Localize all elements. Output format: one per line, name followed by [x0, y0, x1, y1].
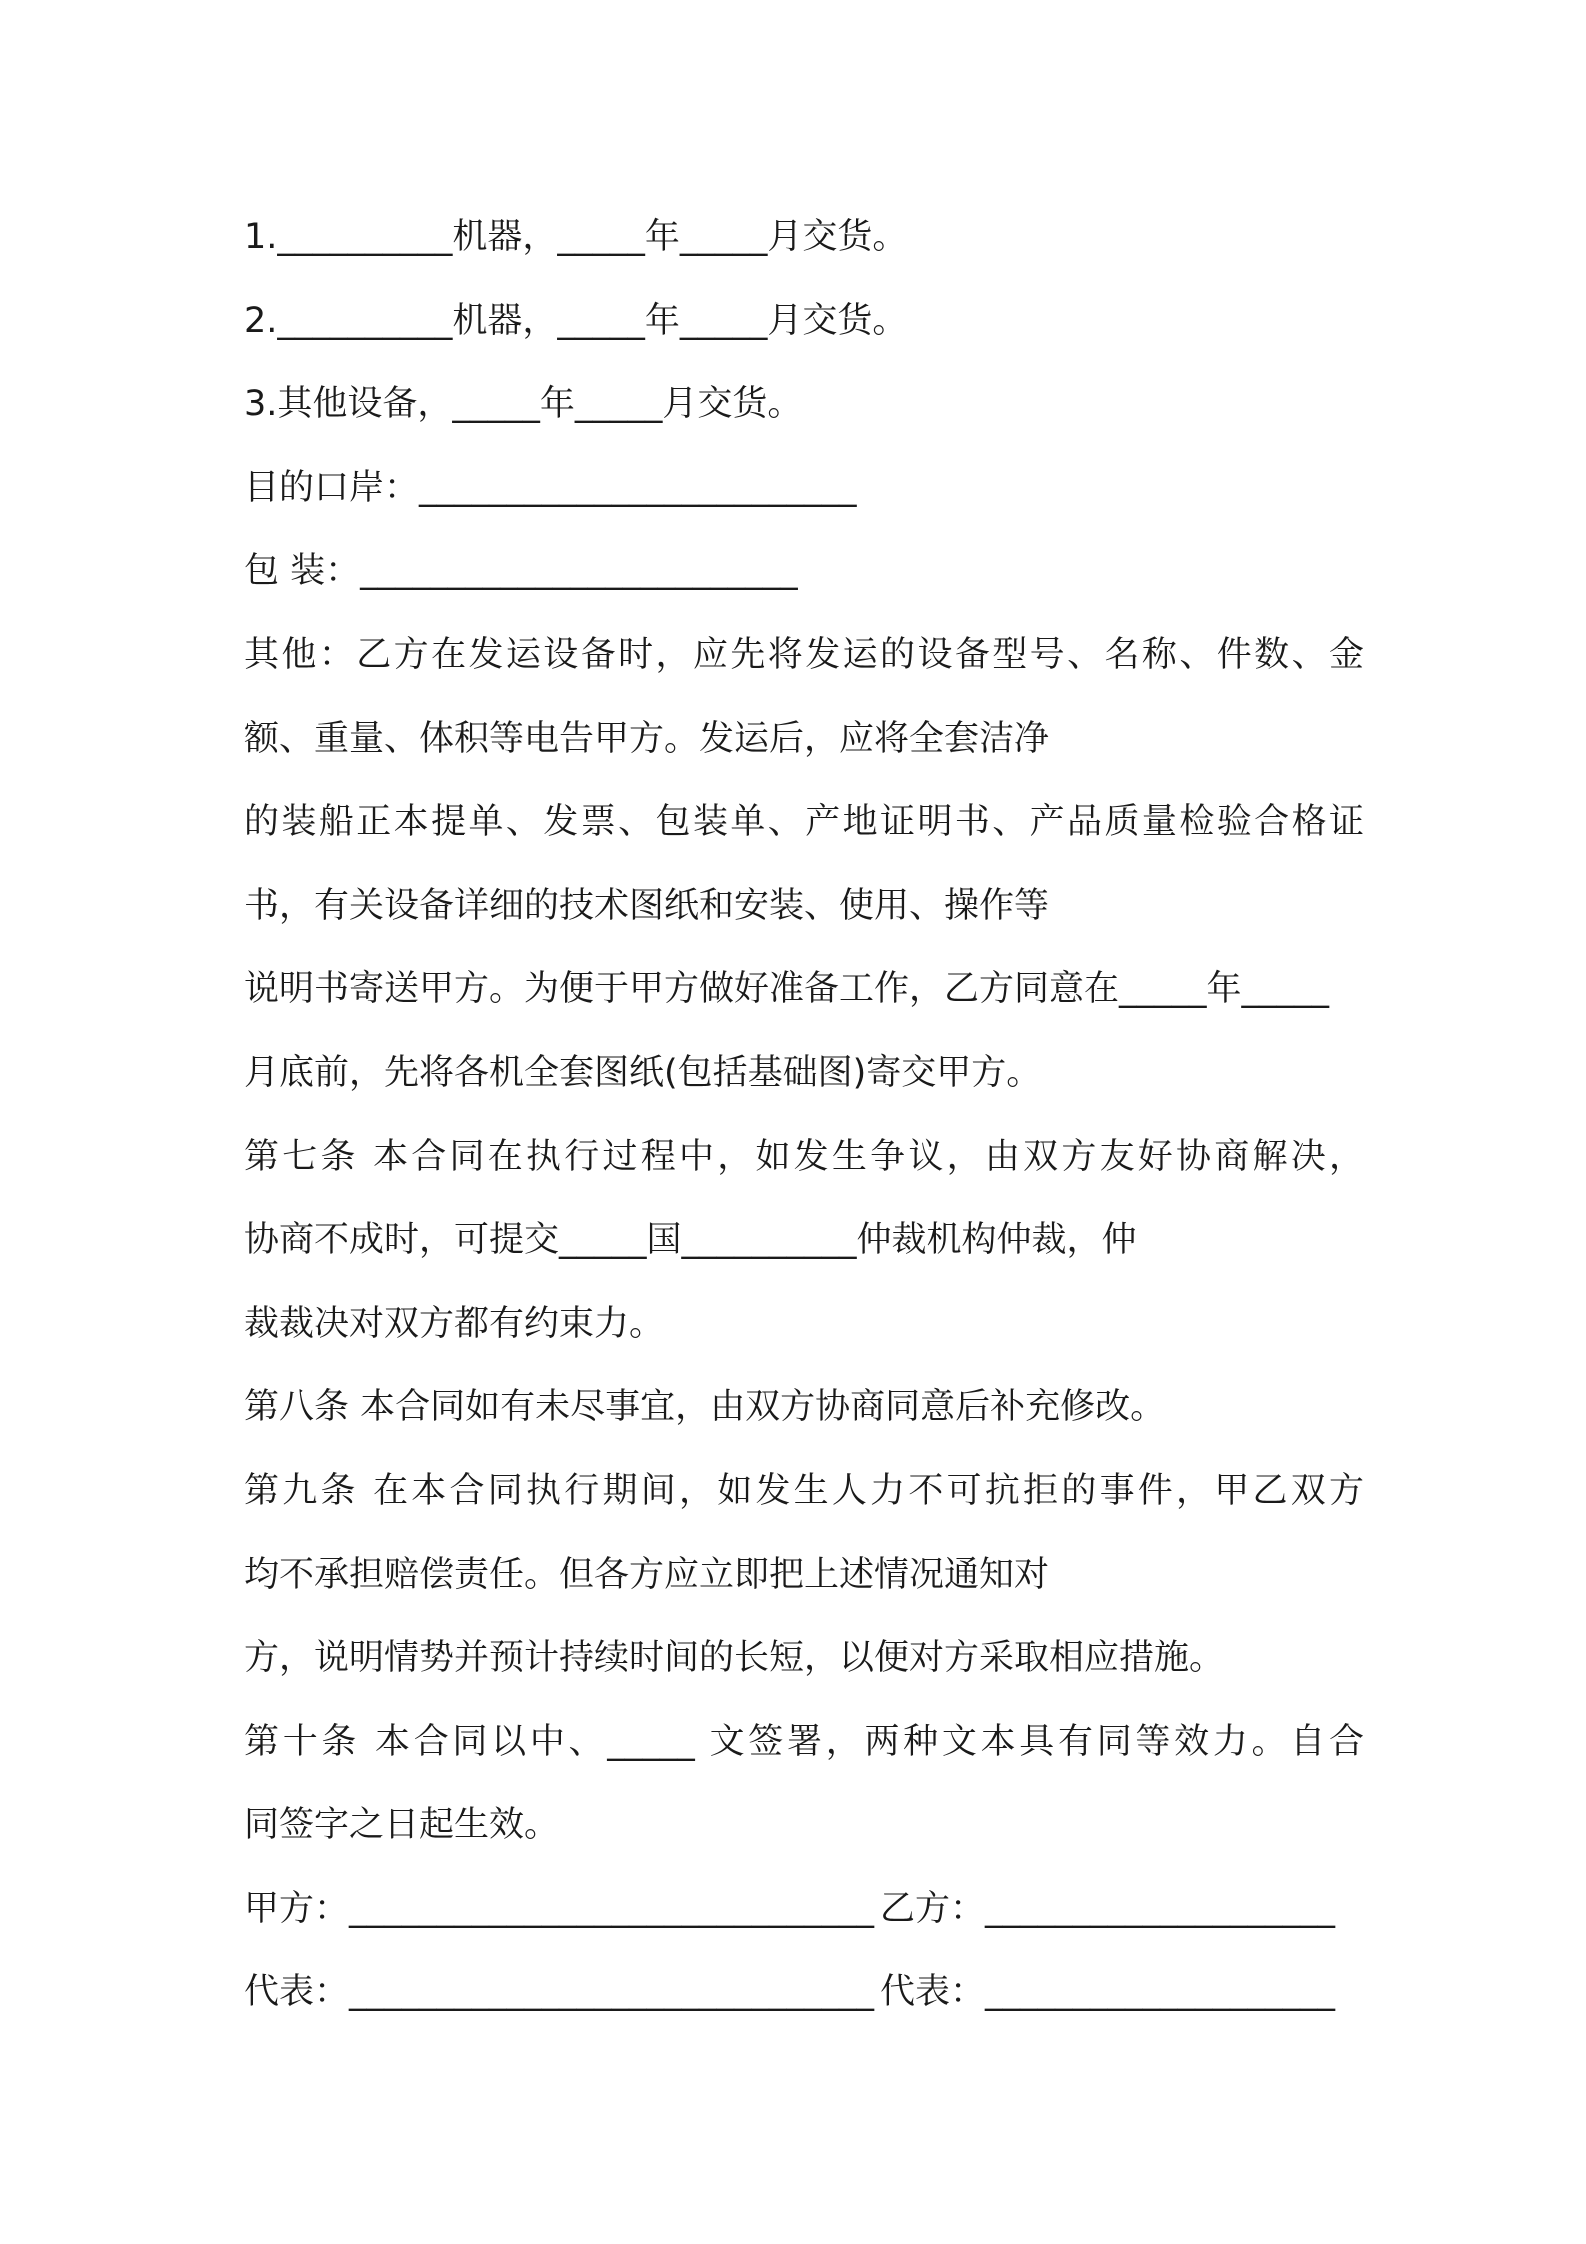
packing: 包 装：_________________________ — [244, 551, 798, 592]
other-clause-line-1: 其他：乙方在发运设备时，应先将发运的设备型号、名称、件数、金 — [244, 634, 1364, 675]
article-9-line-3: 方，说明情势并预计持续时间的长短，以便对方采取相应措施。 — [244, 1638, 1225, 1679]
other-clause-line-2: 额、重量、体积等电告甲方。发运后，应将全套洁净 — [244, 718, 1050, 759]
delivery-item-1: 1.__________机器，_____年_____月交货。 — [244, 217, 908, 257]
delivery-item-2: 2.__________机器，_____年_____月交货。 — [244, 300, 908, 341]
other-clause-line-6: 月底前，先将各机全套图纸(包括基础图)寄交甲方。 — [244, 1052, 1042, 1093]
destination-port: 目的口岸：_________________________ — [244, 467, 857, 508]
article-7-line-2: 协商不成时，可提交_____国__________仲裁机构仲裁，仲 — [244, 1220, 1137, 1261]
article-9-line-1: 第九条 在本合同执行期间，如发生人力不可抗拒的事件，甲乙双方 — [244, 1470, 1364, 1511]
party-a-field: 甲方：______________________________ — [244, 1888, 875, 1929]
article-10-line-2: 同签字之日起生效。 — [244, 1805, 560, 1846]
party-b-field: 乙方：____________________ — [880, 1888, 1336, 1929]
contract-body — [244, 196, 1364, 2035]
other-clause-line-5: 说明书寄送甲方。为便于甲方做好准备工作，乙方同意在_____年_____ — [244, 969, 1330, 1010]
article-7-line-3: 裁裁决对双方都有约束力。 — [244, 1303, 665, 1344]
representative-a-field: 代表：______________________________ — [244, 1972, 875, 2013]
signature-row-representative — [244, 1951, 1364, 2035]
article-7-line-1: 第七条 本合同在执行过程中，如发生争议，由双方友好协商解决， — [244, 1136, 1364, 1177]
other-clause-line-3: 的装船正本提单、发票、包装单、产地证明书、产品质量检验合格证 — [244, 802, 1364, 843]
signature-row-party — [244, 1868, 1364, 1952]
representative-b-field: 代表：____________________ — [880, 1972, 1336, 2013]
article-8: 第八条 本合同如有未尽事宜，由双方协商同意后补充修改。 — [244, 1387, 1166, 1428]
delivery-item-3: 3.其他设备，_____年_____月交货。 — [244, 384, 803, 425]
article-10-line-1: 第十条 本合同以中、_____ 文签署，两种文本具有同等效力。自合 — [244, 1721, 1364, 1762]
other-clause-line-4: 书，有关设备详细的技术图纸和安装、使用、操作等 — [244, 885, 1050, 926]
article-9-line-2: 均不承担赔偿责任。但各方应立即把上述情况通知对 — [244, 1554, 1050, 1595]
